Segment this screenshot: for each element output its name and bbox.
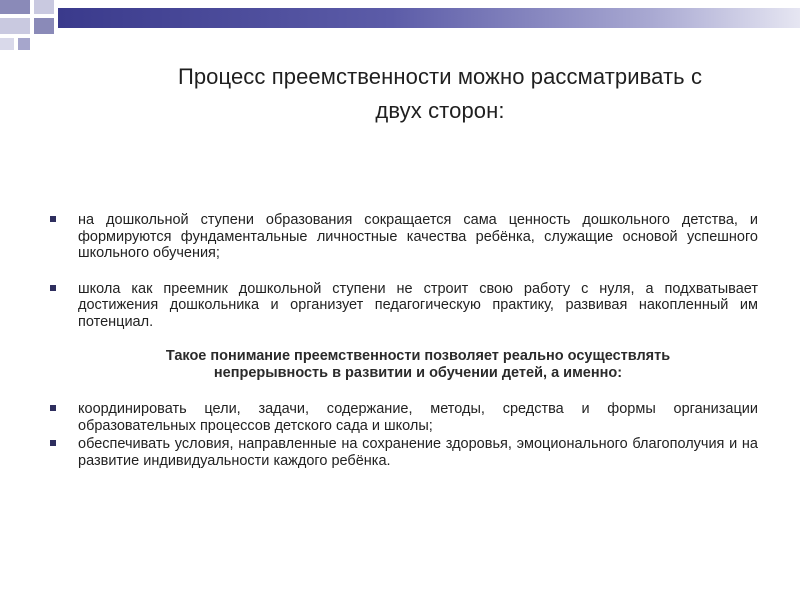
emphasis-line2: непрерывность в развитии и обучении детей, а именно:: [213, 364, 623, 381]
square-bullet-icon: [50, 405, 56, 411]
slide-body: [48, 212, 758, 469]
decor-square: [0, 38, 14, 50]
bullet-item: [48, 401, 758, 434]
header-gradient-bar: [58, 8, 800, 28]
decor-square: [0, 18, 30, 34]
bullet-text: школа как преемник дошкольной ступени не строит свою работу с нуля, а подхватывает достижения дошкольника и организует педагогическую практику, развивая накопленный им потенциал.: [78, 280, 758, 330]
decor-square: [18, 38, 30, 50]
bullet-text: координировать цели, задачи, содержание, методы, средства и формы организации образовательных процессов детского сада и школы;: [78, 401, 758, 434]
square-bullet-icon: [50, 285, 56, 291]
decor-square: [34, 18, 54, 34]
slide-title-line1: Процесс преемственности можно рассматривать с: [177, 64, 703, 89]
slide-title: [100, 60, 780, 128]
decor-square: [34, 0, 54, 14]
square-bullet-icon: [50, 216, 56, 222]
bullet-text: на дошкольной ступени образования сокращается сама ценность дошкольного детства, и формируются фундаментальные личностные качества ребёнка, служащие основой успешного школьного обучения;: [78, 212, 758, 261]
emphasis-paragraph: [48, 348, 758, 381]
bullet-item: [48, 281, 758, 331]
emphasis-line1: Такое понимание преемственности позволяет реально осуществлять: [165, 348, 671, 364]
square-bullet-icon: [50, 440, 56, 446]
slide-title-line2: двух сторон:: [375, 98, 505, 123]
bullet-item: [48, 212, 758, 262]
decor-square: [0, 0, 30, 14]
bullet-text: обеспечивать условия, направленные на сохранение здоровья, эмоционального благополучия и на развитие индивидуальности каждого ребёнка.: [78, 436, 758, 469]
bullet-item: [48, 436, 758, 469]
